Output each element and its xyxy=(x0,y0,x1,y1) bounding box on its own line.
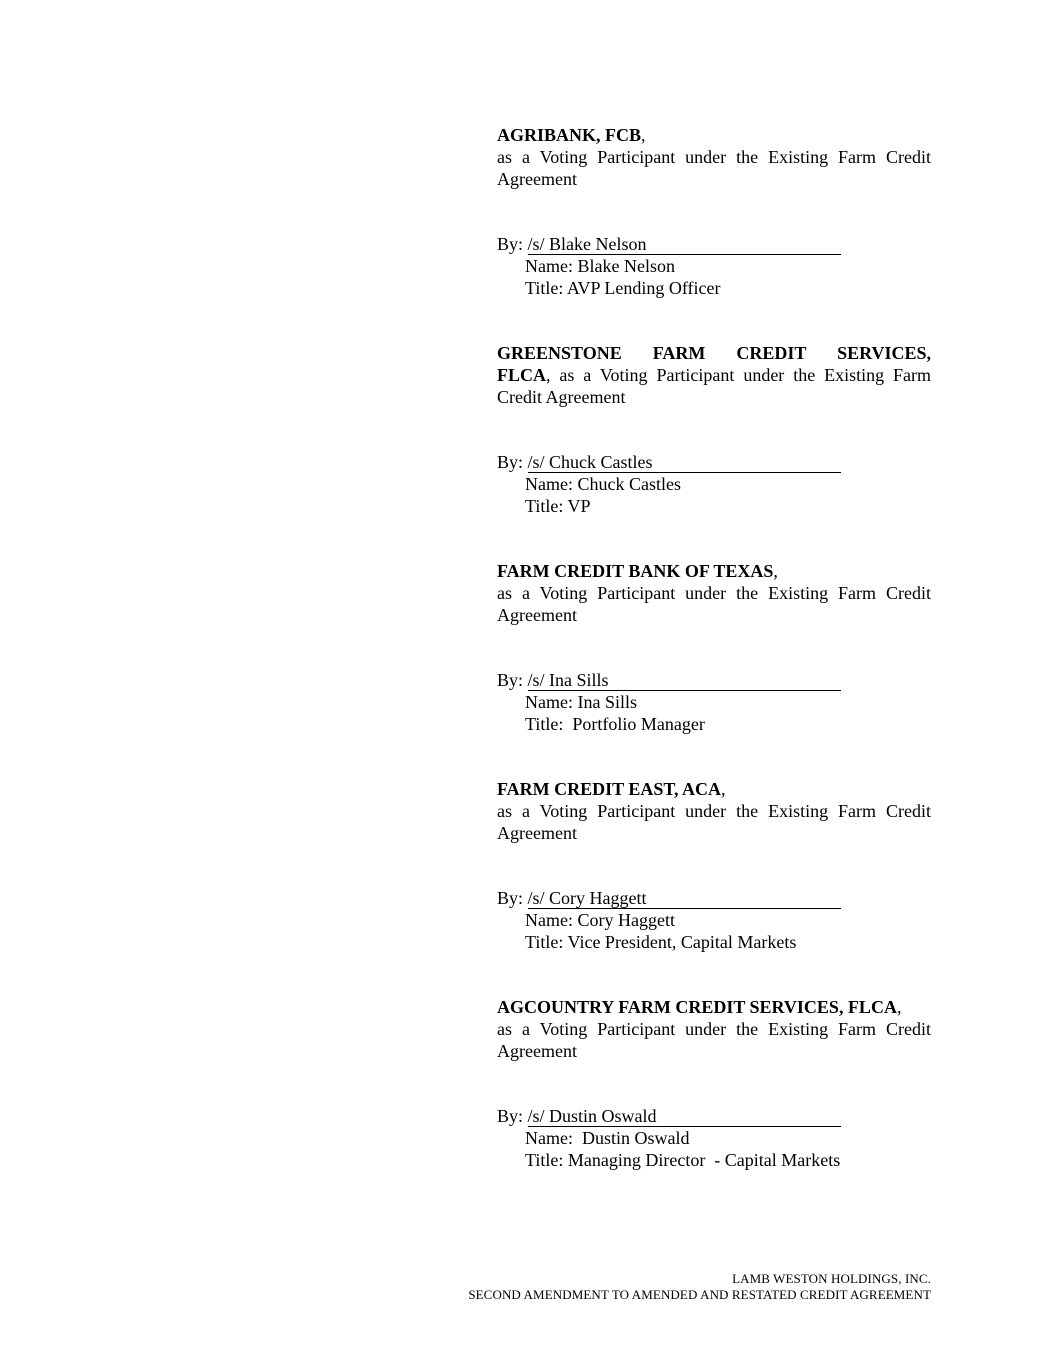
signature-field xyxy=(528,670,841,691)
signer-title: Title: Vice President, Capital Markets xyxy=(525,932,797,952)
signature-field xyxy=(528,1106,841,1127)
entity-name-line1: GREENSTONE FARM CREDIT SERVICES, xyxy=(497,343,931,363)
signature-text: /s/ Dustin Oswald xyxy=(527,1106,657,1126)
by-label: By: xyxy=(497,670,524,690)
entity-heading xyxy=(497,124,931,146)
entity-suffix: , xyxy=(896,997,902,1017)
entity-name: AGCOUNTRY FARM CREDIT SERVICES, FLCA xyxy=(497,997,897,1017)
signature-text: /s/ Ina Sills xyxy=(527,670,609,690)
by-label: By: xyxy=(497,1106,524,1126)
by-line xyxy=(497,887,931,909)
signer-name: Name: Chuck Castles xyxy=(525,474,681,494)
capacity-line: as a Voting Participant under the Existing Farm Credit xyxy=(497,583,931,603)
by-line xyxy=(497,233,931,255)
entity-heading xyxy=(497,996,931,1018)
signature-block-greenstone xyxy=(497,342,931,517)
signature-block-farm-credit-east xyxy=(497,778,931,953)
signature-block-agcountry xyxy=(497,996,931,1171)
entity-suffix: , xyxy=(641,125,646,145)
capacity-line: Agreement xyxy=(497,605,577,625)
entity-name: FARM CREDIT EAST, ACA xyxy=(497,779,722,799)
entity-heading-cont xyxy=(497,364,931,386)
signer-name: Name: Cory Haggett xyxy=(525,910,675,930)
capacity-line: as a Voting Participant under the Existing Farm Credit xyxy=(497,801,931,821)
signature-text: /s/ Chuck Castles xyxy=(527,452,653,472)
entity-heading xyxy=(497,778,931,800)
capacity-line: as a Voting Participant under the Existing Farm Credit xyxy=(497,1019,931,1039)
footer-company: LAMB WESTON HOLDINGS, INC. xyxy=(732,1271,931,1286)
signature-text: /s/ Cory Haggett xyxy=(527,888,647,908)
signer-name: Name: Dustin Oswald xyxy=(525,1128,690,1148)
signature-text: /s/ Blake Nelson xyxy=(527,234,647,254)
by-line xyxy=(497,669,931,691)
signer-title: Title: Portfolio Manager xyxy=(525,714,705,734)
by-label: By: xyxy=(497,452,524,472)
capacity-line: Agreement xyxy=(497,1041,577,1061)
signature-field xyxy=(528,888,841,909)
signer-title: Title: VP xyxy=(525,496,591,516)
entity-heading xyxy=(497,342,931,364)
entity-suffix: , xyxy=(721,779,726,799)
capacity-line: Agreement xyxy=(497,169,577,189)
entity-suffix: , as a Voting Participant under the Existing Farm xyxy=(546,365,931,385)
entity-name-line2: FLCA xyxy=(497,365,546,385)
signer-title: Title: Managing Director - Capital Markets xyxy=(525,1150,841,1170)
capacity-line: as a Voting Participant under the Existing Farm Credit xyxy=(497,147,931,167)
footer-document-title: SECOND AMENDMENT TO AMENDED AND RESTATED CREDIT AGREEMENT xyxy=(468,1287,931,1302)
by-line xyxy=(497,1105,931,1127)
signature-field xyxy=(528,452,841,473)
page-footer xyxy=(468,1271,931,1303)
signer-name: Name: Blake Nelson xyxy=(525,256,675,276)
signature-field xyxy=(528,234,841,255)
signer-name: Name: Ina Sills xyxy=(525,692,637,712)
signature-block-fcb-texas xyxy=(497,560,931,735)
entity-name: FARM CREDIT BANK OF TEXAS xyxy=(497,561,774,581)
by-label: By: xyxy=(497,234,524,254)
signer-title: Title: AVP Lending Officer xyxy=(525,278,721,298)
by-label: By: xyxy=(497,888,524,908)
entity-heading xyxy=(497,560,931,582)
entity-name: AGRIBANK, FCB xyxy=(497,125,642,145)
capacity-line: Agreement xyxy=(497,823,577,843)
capacity-line: Credit Agreement xyxy=(497,387,626,407)
by-line xyxy=(497,451,931,473)
signature-block-agribank xyxy=(497,124,931,299)
entity-suffix: , xyxy=(773,561,778,581)
